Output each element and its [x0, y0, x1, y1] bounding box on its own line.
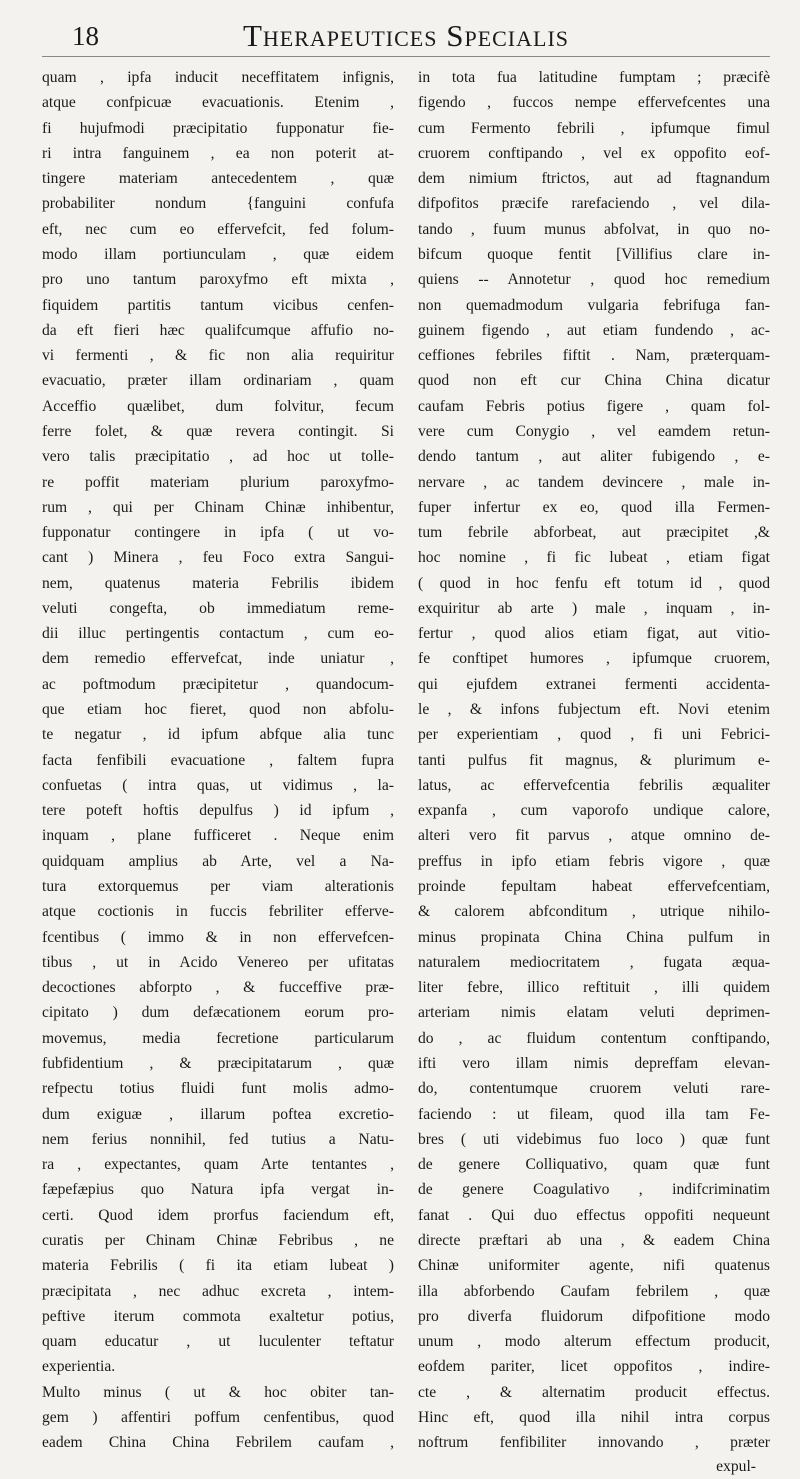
text-line: expanfa , cum vaporofo undique calore,: [418, 802, 770, 820]
text-line: inquam , plane fufficeret . Neque enim: [42, 827, 394, 845]
text-line: fupponatur contingere in ipfa ( ut vo-: [42, 524, 394, 542]
text-line: vere cum Conygio , vel eamdem retun-: [418, 422, 770, 440]
page-header: [42, 18, 770, 57]
text-line: fertur , quod alios etiam figat, aut vitio-: [418, 625, 770, 643]
text-line: Acceffio quælibet, dum folvitur, fecum: [42, 397, 394, 415]
text-line: re poffit materiam plurium paroxyfmo-: [42, 473, 394, 491]
text-line: eofdem pariter, licet oppofitos , indire-: [418, 1358, 770, 1376]
text-line: præcipitata , nec adhuc excreta , intem-: [42, 1282, 394, 1300]
text-line: dem remedio effervefcat, inde uniatur ,: [42, 650, 394, 668]
text-line: veluti congefta, ob immediatum reme-: [42, 599, 394, 617]
text-line: decoctiones abforpto , & fucceffive præ-: [42, 979, 394, 997]
text-line: ri intra fanguinem , ea non poterit at-: [42, 144, 394, 162]
text-line: dendo tantum , aut aliter fubigendo , e-: [418, 448, 770, 466]
text-line: ferre folet, & quæ revera contingit. Si: [42, 422, 394, 440]
text-line: fe conftipet humores , ipfumque cruorem,: [418, 650, 770, 668]
text-line: tando , fuum munus abfolvat, in quo no-: [418, 220, 770, 238]
text-line: dum exiguæ , illarum poftea excretio-: [42, 1105, 394, 1123]
text-line: alteri vero fit parvus , atque omnino de-: [418, 827, 770, 845]
text-line: Chinæ uniformiter agente, nifi quatenus: [418, 1257, 770, 1275]
text-line: pro uno tantum paroxyfmo eft mixta ,: [42, 271, 394, 289]
text-line: fiquidem partitis tantum vicibus cenfen-: [42, 296, 394, 314]
text-line: quod non eft cur China China dicatur: [418, 372, 770, 390]
text-line: probabiliter nondum {fanguini confufa: [42, 195, 394, 213]
text-line: le , & infons fubjectum eft. Novi etenim: [418, 701, 770, 719]
text-line: do, contentumque cruorem veluti rare-: [418, 1080, 770, 1098]
text-line: te negatur , id ipfum abfque alia tunc: [42, 726, 394, 744]
text-line: tingere materiam antecedentem , quæ: [42, 170, 394, 188]
text-line: pro diverfa fluidorum difpofitione modo: [418, 1307, 770, 1325]
running-title: Therapeutices Specialis: [242, 18, 570, 53]
text-line: ceffiones febriles fiftit . Nam, præterquam-: [418, 347, 770, 365]
text-line: eadem China China Febrilem caufam ,: [42, 1434, 394, 1452]
text-line: in tota fua latitudine fumptam ; præcifè: [418, 69, 770, 86]
text-line: experientia.: [42, 1358, 116, 1376]
text-line: bifcum quoque fentit [Villifius clare in-: [418, 245, 770, 263]
text-line: Multo minus ( ut & hoc obiter tan-: [42, 1383, 394, 1401]
text-line: quidquam amplius ab Arte, vel a Na-: [42, 852, 394, 870]
text-line: bres ( uti videbimus fuo loco ) quæ funt: [418, 1130, 770, 1148]
text-line: certi. Quod idem prorfus faciendum eft,: [42, 1206, 394, 1224]
text-line: rum , qui per Chinam Chinæ inhibentur,: [42, 498, 394, 516]
text-line: tum febrile abforbeat, aut præcipitet ,&: [418, 524, 770, 542]
text-line: tura extorquemus per viam alterationis: [42, 878, 394, 895]
text-line: dem nimium ftrictos, aut ad ftagnandum: [418, 170, 770, 188]
text-line: atque confpicuæ evacuationis. Etenim ,: [42, 94, 394, 112]
text-line: & calorem abfconditum , utrique nihilo-: [418, 903, 770, 921]
text-line: modo illam portiunculam , quæ eidem: [42, 245, 394, 263]
text-line: illa abforbendo Caufam febrilem , quæ: [418, 1282, 770, 1300]
text-line: cruorem conftipando , vel ex oppofito eof-: [418, 144, 770, 162]
text-line: hoc nomine , fi fic lubeat , etiam figat: [418, 549, 770, 567]
page-number: 18: [72, 21, 99, 51]
text-line: ( quod in hoc fenfu eft totum id , quod: [418, 574, 770, 592]
text-line: minus propinata China China pulfum in: [418, 928, 770, 946]
text-line: liter febre, illico reftituit , illi quidem: [418, 979, 770, 997]
text-line: peftive iterum commota exaltetur potius,: [42, 1307, 394, 1325]
text-line: preffus in ipfo etiam febris vigore , quæ: [418, 852, 770, 870]
text-line: confuetas ( intra quas, ut vidimus , la-: [42, 776, 394, 794]
text-line: fuper infertur ex eo, quod illa Fermen-: [418, 498, 770, 516]
text-line: nem, quatenus materia Febrilis ibidem: [42, 574, 394, 592]
text-line: latus, ac effervefcentia febrilis æqualiter: [418, 776, 770, 794]
text-line: nervare , ac tandem devincere , male in-: [418, 473, 770, 491]
text-line: de genere Colliquativo, quam quæ funt: [418, 1156, 770, 1174]
text-line: fæpefæpius quo Natura ipfa vergat in-: [42, 1181, 394, 1199]
text-line: dii illuc pertingentis contactum , cum eo-: [42, 625, 394, 643]
text-line: ifti vero illam nimis depreffam elevan-: [418, 1054, 770, 1072]
text-line: evacuatio, præter illam ordinariam , quam: [42, 372, 394, 390]
text-line: difpofitos præcife rarefaciendo , vel dila-: [418, 195, 770, 213]
text-line: ac poftmodum præcipitetur , quandocum-: [42, 675, 394, 693]
text-line: atque coctionis in fuccis febriliter efferve-: [42, 903, 394, 921]
text-line: curatis per Chinam Chinæ Febribus , ne: [42, 1231, 394, 1249]
text-line: eft, nec cum eo effervefcit, fed folum-: [42, 220, 394, 238]
text-line: Hinc eft, quod illa nihil intra corpus: [418, 1408, 770, 1426]
text-line: facta fenfibili evacuatione , faltem fupra: [42, 751, 394, 769]
text-line: do , ac fluidum contentum conftipando,: [418, 1029, 770, 1047]
text-line: materia Febrilis ( fi ita etiam lubeat ): [42, 1257, 394, 1275]
text-line: fcentibus ( immo & in non effervefcen-: [42, 928, 394, 946]
text-line: non quemadmodum vulgaria febrifuga fan-: [418, 296, 770, 314]
text-line: fi hujufmodi præcipitatio fupponatur fie-: [42, 119, 394, 137]
text-line: ra , expectantes, quam Arte tentantes ,: [42, 1156, 394, 1174]
text-line: caufam Febris potius figere , quam fol-: [418, 397, 770, 415]
text-line: vero talis præcipitatio , ad hoc ut tolle-: [42, 448, 394, 466]
text-line: movemus, media fecretione particularum: [42, 1029, 394, 1047]
text-line: cipitato ) dum defæcationem eorum pro-: [42, 1004, 394, 1022]
text-line: quam educatur , ut luculenter teftatur: [42, 1333, 394, 1351]
text-line: cte , & alternatim producit effectus.: [418, 1383, 770, 1401]
text-line: fubfidentium , & præcipitatarum , quæ: [42, 1054, 394, 1072]
left-column: [42, 65, 394, 1455]
text-line: figendo , fuccos nempe effervefcentes una: [418, 94, 770, 112]
text-line: per experientiam , quod , fi uni Febrici-: [418, 726, 770, 744]
text-line: noftrum fenfibiliter innovando , præter: [418, 1434, 770, 1452]
text-line: cant ) Minera , feu Foco extra Sangui-: [42, 549, 394, 567]
text-line: de genere Coagulativo , indifcriminatim: [418, 1181, 770, 1199]
text-line: tere poteft hoftis depulfus ) id ipfum ,: [42, 802, 394, 820]
text-line: que etiam hoc fieret, quod non abfolu-: [42, 701, 394, 719]
text-line: proinde fepultam habeat effervefcentiam,: [418, 878, 770, 895]
text-line: tanti pulfus fit magnus, & plurimum e-: [418, 751, 770, 769]
text-line: directe præftari ab una , & eadem China: [418, 1231, 770, 1249]
text-line: fanat . Qui duo effectus oppofiti nequeunt: [418, 1206, 770, 1224]
text-line: cum Fermento febrili , ipfumque fimul: [418, 119, 770, 137]
catchword: expul-: [716, 1458, 756, 1476]
text-line: tibus , ut in Acido Venereo per ufitatas: [42, 953, 394, 971]
right-column: [418, 65, 770, 1455]
text-columns: [42, 65, 770, 1455]
text-line: da eft fieri hæc qualifcumque affufio no-: [42, 321, 394, 339]
text-line: quam , ipfa inducit neceffitatem infignis,: [42, 69, 394, 86]
text-line: guinem figendo , aut etiam fundendo , ac-: [418, 321, 770, 339]
text-line: unum , modo alterum effectum producit,: [418, 1333, 770, 1351]
text-line: arteriam nimis elatam veluti deprimen-: [418, 1004, 770, 1022]
text-line: vi fermenti , & fic non alia requiritur: [42, 347, 394, 365]
text-line: refpectu totius fluidi funt molis admo-: [42, 1080, 394, 1098]
text-line: nem ferius nonnihil, fed tutius a Natu-: [42, 1130, 394, 1148]
text-line: gem ) affentiri poffum cenfentibus, quod: [42, 1408, 394, 1426]
text-line: quiens -- Annotetur , quod hoc remedium: [418, 271, 770, 289]
text-line: exquiritur ab arte ) male , inquam , in-: [418, 599, 770, 617]
text-line: naturalem mediocritatem , fugata æqua-: [418, 953, 770, 971]
text-line: faciendo : ut fileam, quod illa tam Fe-: [418, 1105, 770, 1123]
text-line: qui ejufdem extranei fermenti accidenta-: [418, 675, 770, 693]
